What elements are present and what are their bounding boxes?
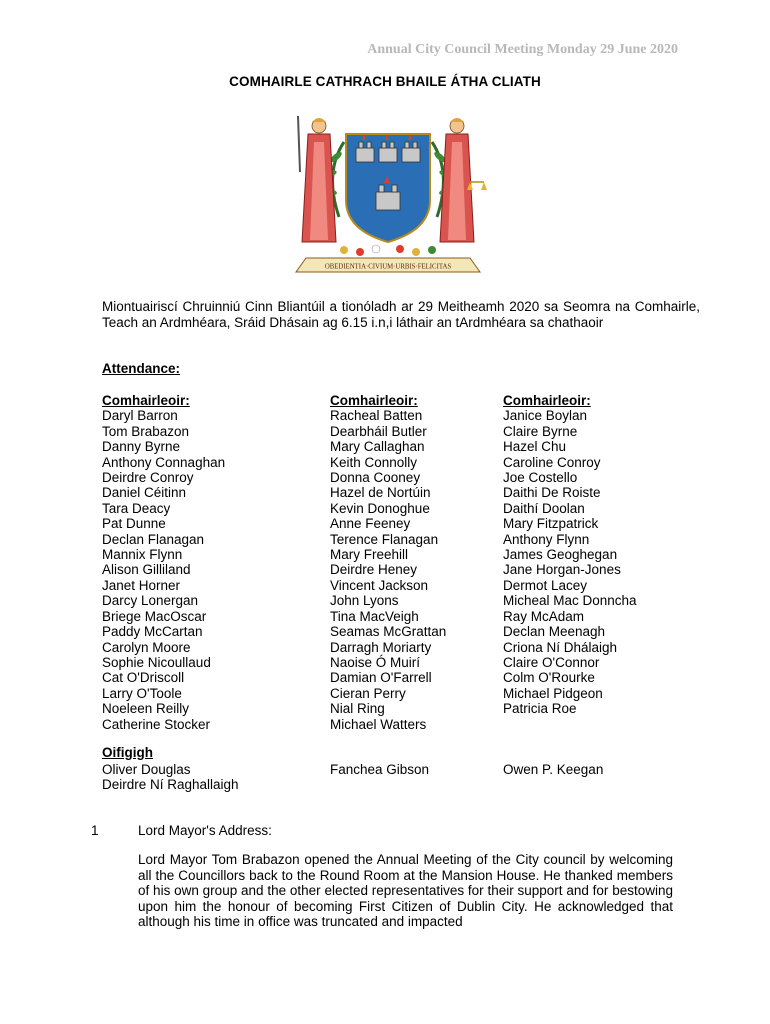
list-item: Michael Watters: [330, 716, 427, 732]
list-item: Deirdre Conroy: [102, 470, 194, 486]
list-item: John Lyons: [330, 593, 399, 609]
list-item: Owen P. Keegan: [503, 762, 604, 777]
dublin-coat-of-arms: [284, 112, 492, 276]
list-item: Fanchea Gibson: [330, 762, 430, 777]
motto-text: OBEDIENTIA·CIVIUM·URBIS·FELICITAS: [324, 263, 452, 271]
list-item: Anne Feeney: [330, 516, 411, 532]
list-item: Oliver Douglas: [102, 762, 191, 777]
list-item: Seamas McGrattan: [330, 624, 447, 640]
list-item: Daithi De Roiste: [503, 485, 601, 501]
list-item: Janice Boylan: [503, 408, 588, 424]
list-item: Hazel de Nortúin: [330, 485, 431, 501]
list-item: Tara Deacy: [102, 500, 171, 516]
item-number: 1: [91, 823, 99, 838]
list-item: Anthony Flynn: [503, 531, 590, 547]
list-item: Janet Horner: [102, 577, 181, 593]
item-title: Lord Mayor's Address:: [138, 823, 272, 838]
item-body: Lord Mayor Tom Brabazon opened the Annual Meeting of the City council by welcoming all the Councillors back to the Round Room at the Mansion House. He thanked members of his own group and the other elected representatives for their support and for bestowing upon him the honour of becoming First Citizen of Dublin City. He acknowledged that although his time in office was truncated and impacted: [138, 852, 673, 929]
right-supporter-figure: [440, 118, 487, 242]
officials-column-1: [102, 762, 239, 793]
list-item: Anthony Connaghan: [102, 454, 226, 470]
list-item: Mannix Flynn: [102, 547, 183, 563]
officials-column-2: [330, 762, 429, 777]
list-item: Jane Horgan-Jones: [503, 562, 621, 578]
list-item: Claire O'Connor: [503, 654, 600, 670]
list-item: Darcy Lonergan: [102, 593, 199, 609]
list-item: Cieran Perry: [330, 685, 406, 701]
council-title: COMHAIRLE CATHRACH BHAILE ÁTHA CLIATH: [229, 74, 541, 89]
list-item: Carolyn Moore: [102, 639, 191, 655]
list-item: Dermot Lacey: [503, 577, 588, 593]
list-item: Michael Pidgeon: [503, 685, 603, 701]
list-item: Ray McAdam: [503, 608, 585, 624]
attendance-column-1: [102, 393, 225, 732]
list-item: Damian O'Farrell: [330, 670, 432, 686]
running-header: Annual City Council Meeting Monday 29 June 2020: [367, 42, 678, 57]
list-item: Daryl Barron: [102, 408, 178, 424]
list-item: Patricia Roe: [503, 701, 577, 717]
list-item: Dearbháil Butler: [330, 423, 427, 439]
attendance-heading: Attendance:: [102, 361, 181, 376]
list-item: Criona Ní Dhálaigh: [503, 639, 618, 655]
list-item: Paddy McCartan: [102, 624, 203, 640]
list-item: Kevin Donoghue: [330, 500, 430, 516]
motto-scroll: [296, 258, 480, 272]
attendance-column-2: [330, 393, 446, 732]
list-item: Keith Connolly: [330, 454, 418, 470]
column-heading: Comhairleoir:: [503, 393, 591, 408]
list-item: Mary Freehill: [330, 547, 409, 563]
list-item: Daniel Céitinn: [102, 485, 187, 501]
list-item: Tina MacVeigh: [330, 608, 419, 624]
officials-column-3: [503, 762, 603, 777]
attendance-column-3: [503, 393, 637, 717]
list-item: Declan Meenagh: [503, 624, 606, 640]
list-item: Caroline Conroy: [503, 454, 601, 470]
list-item: Hazel Chu: [503, 439, 567, 455]
list-item: Terence Flanagan: [330, 531, 439, 547]
column-heading: Comhairleoir:: [330, 393, 418, 408]
list-item: Vincent Jackson: [330, 577, 429, 593]
list-item: James Geoghegan: [503, 547, 618, 563]
list-item: Joe Costello: [503, 470, 578, 486]
list-item: Racheal Batten: [330, 408, 423, 424]
column-heading: Comhairleoir:: [102, 393, 190, 408]
list-item: Claire Byrne: [503, 423, 578, 439]
list-item: Deirdre Ní Raghallaigh: [102, 777, 239, 793]
list-item: Declan Flanagan: [102, 531, 205, 547]
list-item: Colm O'Rourke: [503, 670, 595, 686]
list-item: Nial Ring: [330, 701, 385, 717]
left-supporter-figure: [298, 116, 336, 242]
list-item: Daithí Doolan: [503, 500, 585, 516]
list-item: Mary Fitzpatrick: [503, 516, 599, 532]
list-item: Pat Dunne: [102, 516, 166, 532]
officials-heading: Oifigigh: [102, 745, 153, 760]
list-item: Larry O'Toole: [102, 685, 182, 701]
list-item: Briege MacOscar: [102, 608, 207, 624]
list-item: Noeleen Reilly: [102, 701, 190, 717]
list-item: Darragh Moriarty: [330, 639, 432, 655]
flowers: [340, 245, 436, 256]
list-item: Deirdre Heney: [330, 562, 418, 578]
list-item: Micheal Mac Donncha: [503, 593, 637, 609]
list-item: Tom Brabazon: [102, 423, 190, 439]
list-item: Donna Cooney: [330, 470, 421, 486]
list-item: Mary Callaghan: [330, 439, 425, 455]
list-item: Danny Byrne: [102, 439, 181, 455]
list-item: Sophie Nicoullaud: [102, 654, 211, 670]
list-item: Naoise Ó Muirí: [330, 654, 421, 670]
list-item: Alison Gilliland: [102, 562, 191, 578]
list-item: Catherine Stocker: [102, 716, 211, 732]
intro-paragraph: Miontuairiscí Chruinniú Cinn Bliantúil a tionóladh ar 29 Meitheamh 2020 sa Seomra na Comhairle, Teach an Ardmhéara, Sráid Dhásain ag 6.15 i.n,i láthair an tArdmhéara sa chathaoir: [102, 299, 700, 330]
list-item: Cat O'Driscoll: [102, 670, 185, 686]
